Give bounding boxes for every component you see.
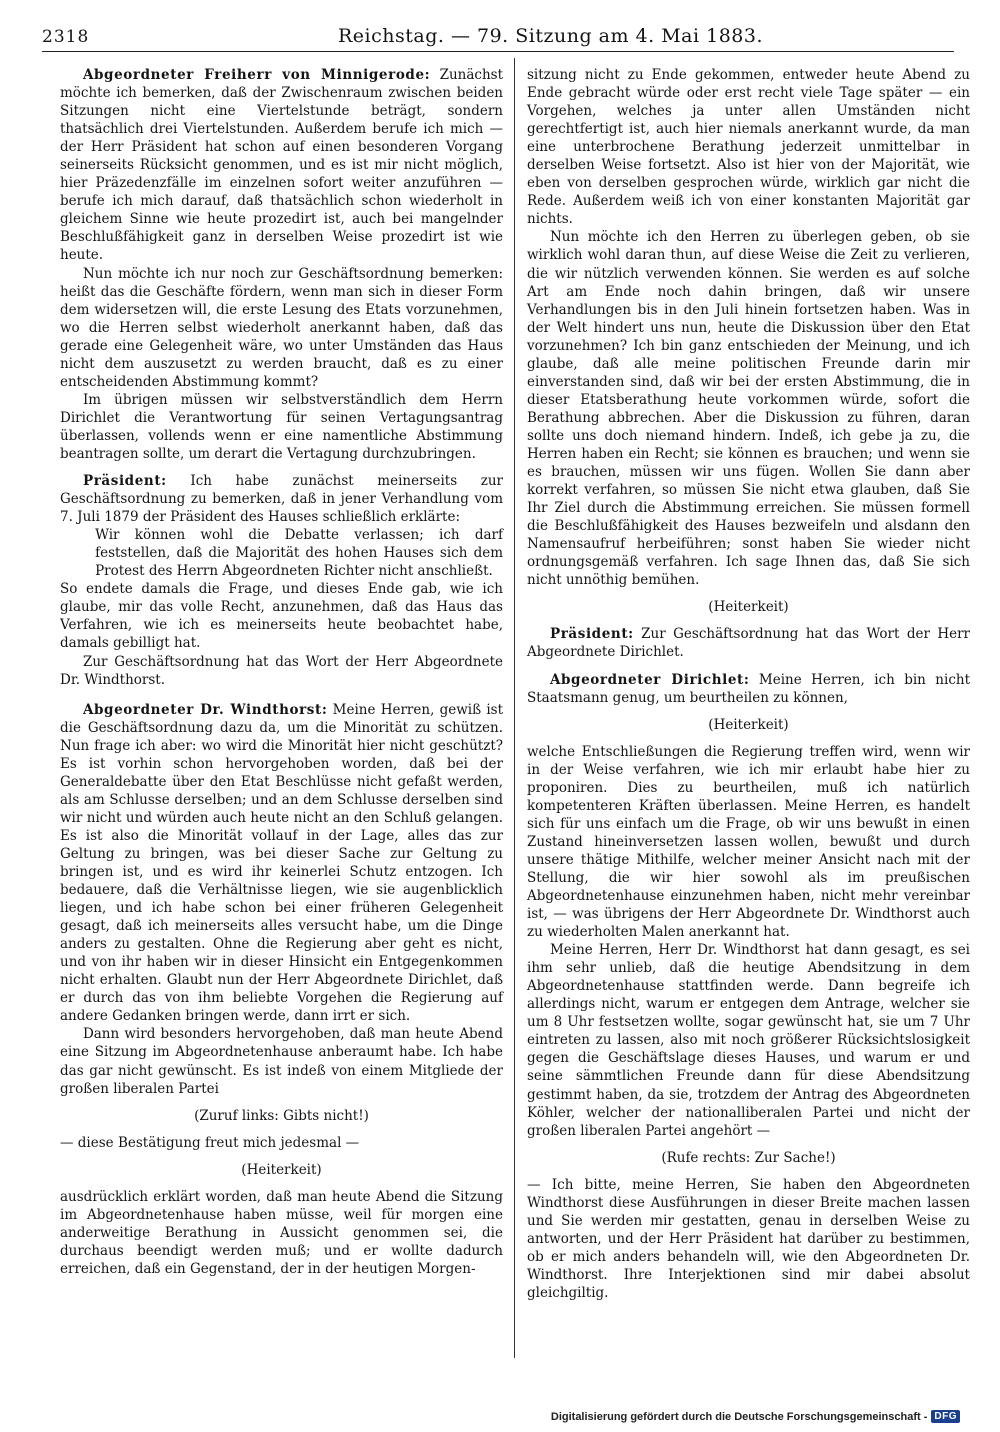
credit-text: Digitalisierung gefördert durch die Deutsche Forschungsgemeinschaft - (550, 1410, 928, 1423)
dfg-logo: DFG (931, 1410, 960, 1423)
paragraph (527, 625, 970, 661)
interjection: (Heiterkeit) (708, 599, 789, 616)
paragraph (60, 472, 503, 526)
paragraph (527, 671, 970, 707)
paragraph (60, 66, 503, 265)
digitization-credit (551, 1410, 960, 1423)
paragraph: sitzung nicht zu Ende gekommen, entweder heute Abend zu Ende gebracht würde oder erst recht viele Tage später — ein Vorgehen, welches ja unter allen Umständen nicht gerechtfertigt ist, auch hier niemals anerkannt wurde, da man eine unterbrochene Berathung jederzeit unmittelbar in derselben Weise fortsetzt. Also ist hier von der Majorität, wie eben von derselben gesprochen würde, wirklich gar nicht die Rede. Außerdem weiß ich von einer konstanten Majorität gar nichts. (527, 67, 970, 228)
paragraph: Nun möchte ich den Herren zu überlegen geben, ob sie wirklich wohl daran thun, auf diese Weise die Zeit zu verlieren, die wir nützlich verwenden können. Sie werden es auf solche Art am Ende noch dahin bringen, daß wir unsere Verhandlungen bis in den Juli hinein fortsetzen haben. Was in der Welt hindert uns nun, heute die Diskussion über den Etat vorzunehmen? Ich bin ganz entschieden der Meinung, und ich glaube, daß alle meine politischen Freunde darin mir einverstanden sind, daß wir bei der ersten Abstimmung, die in dieser Etatsberathung heute vorkommen würde, sofort die Berathung abbrechen. Aber die Diskussion zu führen, daran sollte uns doch niemand hindern. Indeß, ich gebe ja zu, die Herren haben ein Recht; sie können es brauchen; und wenn sie es brauchen, müssen wir uns fügen. Wollen Sie dann aber korrekt verfahren, so müssen Sie nicht etwa glauben, daß Sie Ihr Ziel durch die Abstimmung erreichen. Sie müssen formell die Beschlußfähigkeit des Hauses bezweifeln und alsdann den Namensaufruf herbeiführen; sonst haben Sie wieder nicht ordnungsgemäß verfahren. Ich sage Ihnen das, daß Sie sich nicht unnöthig bemühen. (527, 229, 970, 589)
speech-text: Meine Herren, ich bin nicht Staatsmann genug, um beurtheilen zu können, (527, 671, 971, 706)
interjection: (Rufe rechts: Zur Sache!) (661, 1149, 836, 1166)
interjection: (Zuruf links: Gibts nicht!) (194, 1107, 369, 1124)
paragraph: — Ich bitte, meine Herren, Sie haben den Abgeordneten Windthorst diese Ausführungen in dieser Breite machen lassen und Sie werden mir gestatten, genau in derselben Weise zu antworten, und der Herr Präsident hat darüber zu bestimmen, ob er mich anders behandeln will, wie den Abgeordneten Dr. Windthorst. Ihre Interjektionen sind mir dabei absolut gleichgiltig. (527, 1176, 970, 1301)
paragraph: — diese Bestätigung freut mich jedesmal — (60, 1134, 360, 1151)
paragraph: So endete damals die Frage, und dieses Ende gab, wie ich glaube, mir das volle Recht, anzunehmen, daß das Haus das Verfahren, wie ich es meinerseits heute beobachtet habe, damals gebilligt hat. (60, 581, 503, 652)
interjection: (Heiterkeit) (708, 716, 789, 733)
paragraph: Dann wird besonders hervorgehoben, daß man heute Abend eine Sitzung im Abgeordnetenhause anberaumt habe. Ich habe das gar nicht gewünscht. Es ist indeß von einem Mitgliede der großen liberalen Partei (60, 1026, 503, 1097)
speech-text: Zunächst möchte ich bemerken, daß der Zwischenraum zwischen beiden Sitzungen nicht eine Viertelstunde beträgt, sondern thatsächlich drei Viertelstunden. Außerdem berufe ich mich — der Herr Präsident hat schon auf einen besonderen Vorgang seinerseits Rücksicht genommen, und es ist mir nicht möglich, hier Präzedenzfälle im einzelnen sofort weiter anzuführen — berufe ich mich darauf, daß thatsächlich schon wiederholt in gleichem Sinne wie heute prozedirt ist, auch bei mangelnder Beschlußfähigkeit ganz in derselben Weise prozedirt ist wie heute. (60, 67, 503, 264)
paragraph: Im übrigen müssen wir selbstverständlich dem Herrn Dirichlet die Verantwortung für seinen Vertagungsantrag überlassen, vollends wenn er eine namentliche Abstimmung beantragen sollte, um derart die Vertagung durchzubringen. (60, 391, 503, 462)
speech-text: Zur Geschäftsordnung hat das Wort der Herr Abgeordnete Dirichlet. (527, 626, 970, 661)
paragraph: Nun möchte ich nur noch zur Geschäftsordnung bemerken: heißt das die Geschäfte fördern, wenn man sich in dieser Form dem widersetzen will, die erste Lesung des Etats vorzunehmen, wo die Herren selbst wiederholt anerkannt haben, daß das gerade eine Gelegenheit wäre, wo unter Umständen das Haus nicht dem auszusetzt zu werden braucht, daß es zu einer entscheidenden Abstimmung kommt? (60, 265, 503, 390)
speaker-name: Abgeordneter Dr. Windthorst: (82, 701, 328, 718)
speaker-name: Präsident: (549, 626, 634, 643)
speaker-name: Abgeordneter Freiherr von Minnigerode: (82, 67, 431, 83)
interjection: (Heiterkeit) (241, 1161, 322, 1178)
paragraph: Zur Geschäftsordnung hat das Wort der Herr Abgeordnete Dr. Windthorst. (60, 653, 503, 688)
column-divider (514, 58, 515, 1358)
block-quote: Wir können wohl die Debatte verlassen; ich darf feststellen, daß die Majorität des hohen Hauses sich dem Protest des Herrn Abgeordneten Richter nicht anschließt. (95, 527, 503, 580)
paragraph: ausdrücklich erklärt worden, daß man heute Abend die Sitzung im Abgeordnetenhause haben müsse, weil für morgen eine anderweitige Berathung in Aussicht genommen sei, die durchaus beendigt werden muß; und er wollte dadurch erreichen, daß ein Gegenstand, der in der heutigen Morgen- (60, 1188, 503, 1277)
right-column (527, 66, 970, 1302)
speaker-name: Präsident: (82, 473, 167, 490)
left-column (60, 66, 503, 1278)
paragraph: Meine Herren, Herr Dr. Windthorst hat dann gesagt, es sei ihm sehr unlieb, daß die heutige Abendsitzung in dem Abgeordnetenhause stattfinden werde. Dann begreife ich allerdings nicht, warum er entgegen dem Antrage, welcher sie um 8 Uhr festsetzen wollte, sogar gewünscht hat, sie um 7 Uhr eintreten zu lassen, also mit noch größerer Rücksichtslosigkeit gegen die Geschäftslage dieses Hauses, und warum er und seine sämmtlichen Freunde dann für diese Abendsitzung gestimmt haben, da sie, trotzdem der Antrag des Abgeordneten Köhler, welcher der nationalliberalen Partei und nicht der großen liberalen Partei angehört — (527, 942, 970, 1139)
paragraph: welche Entschließungen die Regierung treffen wird, wenn wir in der Weise verfahren, wie ich mir erlaubt habe hier zu proponiren. Dies zu beurtheilen, muß ich natürlich kompetenteren Kräften überlassen. Meine Herren, es handelt sich für uns einfach um die Frage, ob wir uns bewußt in einen Zustand hineinversetzen lassen wollen, bewußt und durch unsere thätige Mithilfe, welcher meiner Ansicht nach mit der Stellung, die wir hier sowohl als im preußischen Abgeordnetenhause einzunehmen haben, nicht mehr vereinbar ist, — was übrigens der Herr Abgeordnete Dr. Windthorst auch zu wiederholten Malen anerkannt hat. (527, 743, 970, 941)
speaker-name: Abgeordneter Dirichlet: (549, 671, 750, 688)
running-head: Reichstag. — 79. Sitzung am 4. Mai 1883. (338, 25, 764, 47)
speech-text: Ich habe zunächst meinerseits zur Geschäftsordnung zu bemerken, daß in jener Verhandlung vom 7. Juli 1879 der Präsident des Hauses schließlich erklärte: (60, 473, 503, 526)
header-rule (42, 51, 954, 52)
page-number: 2318 (42, 27, 90, 47)
speech-text: Meine Herren, gewiß ist die Geschäftsordnung dazu da, um die Minorität zu schützen. Nun frage ich aber: wo wird die Minorität hier nicht geschützt? Es ist vorhin schon hervorgehoben worden, daß bei der Generaldebatte über den Etat Beschlüsse nicht gefaßt werden, als am Schlusse derselben; und an dem Schlusse derselben sind wir nicht und würden auch heute nicht an den Schluß gelangen. Es ist also die Minorität vollauf in der Lage, alles das zur Geltung zu bringen, was bei dieser Sache zur Geltung zu bringen ist, und es wird ihr keinerlei Schutz entzogen. Ich bedauere, daß die Verhältnisse liegen, wie sie augenblicklich liegen, und ich habe schon bei einer früheren Gelegenheit gesagt, daß ich meinerseits alles versucht habe, um die Dinge anders zu gestalten. Ohne die Regierung aber geht es nicht, und von ihr haben wir in dieser Hinsicht ein Entgegenkommen nicht erhalten. Glaubt nun der Herr Abgeordnete Dirichlet, daß er durch das von ihm beliebte Vorgehen die Regierung auf andere Gedanken bringen werde, dann irrt er sich. (60, 701, 504, 1025)
paragraph (60, 701, 503, 1026)
